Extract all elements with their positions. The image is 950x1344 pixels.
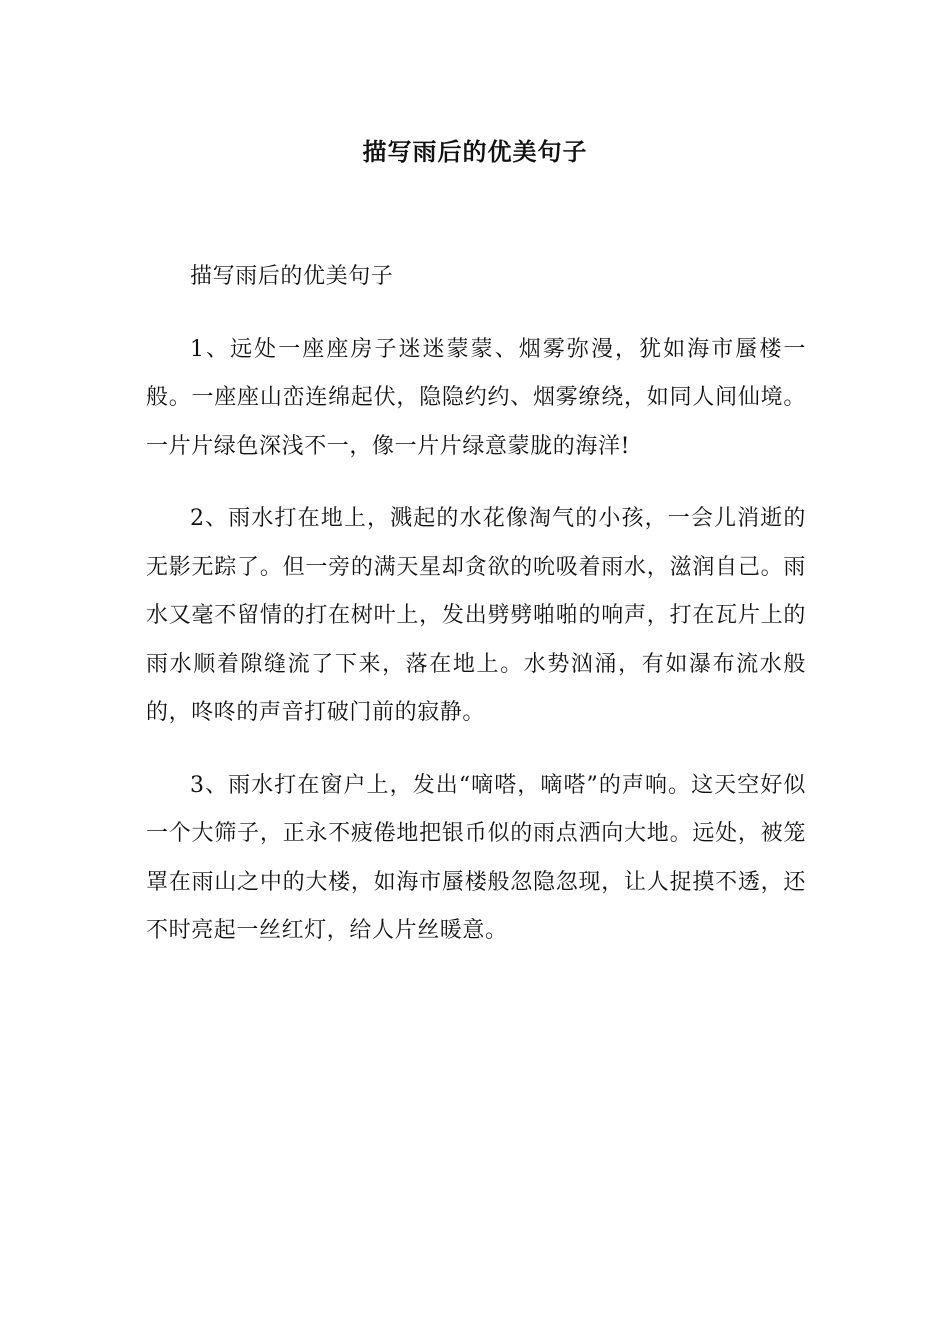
paragraph-3: 3、雨水打在窗户上，发出“嘀嗒，嘀嗒”的声响。这天空好似一个大筛子，正永不疲倦地把银币似的雨点洒向大地。远处，被笼罩在雨山之中的大楼，如海市蜃楼般忽隐忽现，让人捉摸不透，还不时亮起一丝红灯，给人片丝暖意。 <box>146 772 806 943</box>
document-body <box>146 253 806 980</box>
document-title: 描写雨后的优美句子 <box>362 137 588 166</box>
paragraph-heading: 描写雨后的优美句子 <box>190 264 394 289</box>
paragraph-1: 1、远处一座座房子迷迷蒙蒙、烟雾弥漫，犹如海市蜃楼一般。一座座山峦连绵起伏，隐隐约约、烟雾缭绕，如同人间仙境。一片片绿色深浅不一，像一片片绿意蒙胧的海洋! <box>146 336 806 459</box>
paragraph-2: 2、雨水打在地上，溅起的水花像淘气的小孩，一会儿消逝的无影无踪了。但一旁的满天星却贪欲的吮吸着雨水，滋润自己。雨水又毫不留情的打在树叶上，发出劈劈啪啪的响声，打在瓦片上的雨水顺着隙缝流了下来，落在地上。水势汹涌，有如瀑布流水般的，咚咚的声音打破门前的寂静。 <box>146 506 806 725</box>
